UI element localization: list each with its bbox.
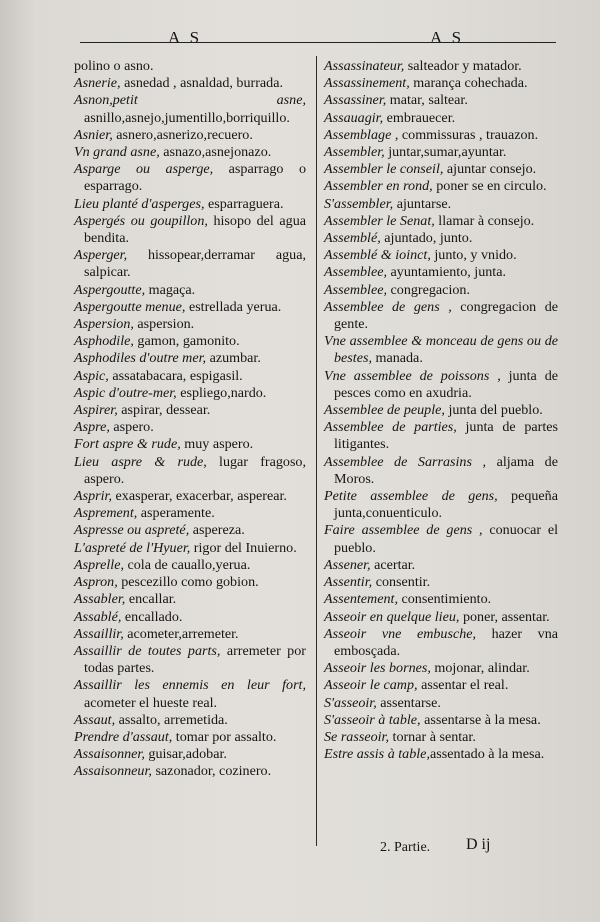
entry-headword: Aspirer, [74, 402, 118, 419]
entry-headword: Asnon,petit asne, [74, 92, 306, 109]
dictionary-entry [324, 695, 558, 712]
entry-definition: magaça. [145, 281, 196, 298]
entry-headword: S'asseoir, [324, 694, 377, 711]
dictionary-entry [74, 247, 306, 281]
dictionary-entry [74, 58, 306, 75]
entry-definition: junta de pesces como en axudria. [334, 367, 558, 401]
entry-definition: asnedad , asnaldad, burrada. [120, 75, 283, 92]
dictionary-entry [324, 58, 558, 75]
entry-definition: estrellada yerua. [185, 298, 282, 315]
entry-headword: Aspersion, [74, 316, 134, 333]
entry-headword: Asprir, [74, 488, 112, 505]
entry-headword: Assaillir les ennemis en leur fort, [74, 677, 306, 694]
dictionary-entry [74, 161, 306, 195]
dictionary-entry [74, 557, 306, 574]
entry-definition: mojonar, alindar. [430, 660, 530, 677]
entry-definition: sazonador, cozinero. [151, 763, 272, 780]
entry-definition: ayuntamiento, junta. [387, 264, 507, 281]
entry-definition: acometer,arremeter. [123, 625, 239, 642]
entry-definition: hazer vna embosçada. [334, 625, 559, 659]
entry-definition: azumbar. [206, 350, 261, 367]
entry-definition: hissopear,derramar agua, salpicar. [84, 247, 306, 281]
entry-definition: assalto, arremetida. [115, 711, 228, 728]
entry-headword: Asphodiles d'outre mer, [74, 350, 207, 367]
entry-headword: Vne assemblee & monceau de gens ou de bestes, [324, 333, 558, 367]
dictionary-entry [324, 402, 558, 419]
entry-definition: congregacion de gente. [334, 298, 559, 333]
entry-headword: Vn grand asne, [74, 144, 160, 161]
dictionary-entry [324, 591, 558, 608]
dictionary-entry [324, 712, 558, 729]
dictionary-entry [74, 350, 306, 367]
entry-headword: Faire assemblee de gens , [324, 522, 483, 539]
entry-headword: Assauagir, [324, 109, 384, 126]
entry-definition: pescezillo como gobion. [117, 574, 259, 591]
dictionary-entry [74, 488, 306, 505]
dictionary-entry [74, 454, 306, 488]
dictionary-entry [324, 454, 558, 488]
entry-definition: acertar. [370, 556, 416, 573]
entry-definition: ajuntar consejo. [443, 161, 537, 178]
entry-definition: junto, y vnido. [430, 247, 517, 264]
entry-headword: Assemblee de gens , [324, 298, 452, 315]
dictionary-entry [74, 574, 306, 591]
entry-definition: marança cohechada. [409, 75, 528, 92]
header-rule [80, 42, 556, 43]
entry-headword: Assaisonner, [74, 746, 145, 763]
signature-mark: 2. Partie. [380, 840, 431, 855]
dictionary-entry [324, 677, 558, 694]
entry-headword: Petite assemblee de gens, [324, 488, 498, 505]
dictionary-entry [324, 110, 558, 127]
dictionary-entry [324, 488, 558, 522]
dictionary-entry [324, 230, 558, 247]
dictionary-entry [74, 643, 306, 677]
entry-headword: Assabler, [74, 591, 126, 608]
dictionary-entry [74, 677, 306, 711]
entry-headword: Assassiner, [324, 92, 387, 109]
entry-headword: Assaisonneur, [74, 763, 152, 780]
left-column [74, 58, 306, 781]
entry-definition: poner se en circulo. [432, 178, 547, 195]
entry-headword: Asseoir en quelque lieu, [324, 608, 460, 625]
entry-headword: Aspic, [74, 367, 109, 384]
entry-definition: aspersion. [133, 316, 195, 333]
dictionary-entry [74, 763, 306, 780]
entry-definition: assentarse à la mesa. [420, 711, 541, 728]
dictionary-entry [74, 282, 306, 299]
entry-headword: Asperger, [74, 247, 128, 264]
entry-definition: poner, assentar. [459, 608, 550, 625]
right-column [324, 58, 558, 763]
entry-definition: assentarse. [376, 694, 441, 711]
entry-headword: Assemblee, [324, 281, 388, 298]
dictionary-entry [324, 746, 558, 763]
entry-headword: Aspergoutte menue, [74, 298, 186, 315]
entry-headword: Aspron, [74, 574, 118, 591]
entry-headword: Asprelle, [74, 556, 124, 573]
entry-definition: asnazo,asnejonazo. [159, 144, 272, 161]
page-number: D ij [466, 836, 491, 853]
dictionary-entry [74, 436, 306, 453]
entry-definition: junta de partes litigantes. [334, 419, 558, 453]
entry-headword: Assassinement, [324, 75, 410, 92]
entry-headword: Assembler en rond, [324, 178, 433, 195]
entry-headword: Assablé, [74, 608, 122, 625]
entry-headword: Asseoir le camp, [324, 677, 418, 694]
entry-headword: Fort aspre & rude, [74, 436, 181, 453]
dictionary-entry [74, 419, 306, 436]
entry-definition: rigor del Inuierno. [190, 539, 297, 556]
entry-definition: assentar el real. [417, 677, 509, 694]
dictionary-entry [74, 402, 306, 419]
entry-definition: embrauecer. [383, 109, 456, 126]
entry-definition: salteador y matador. [404, 58, 522, 74]
entry-definition: asnero,asnerizo,recuero. [112, 126, 253, 143]
entry-headword: Aspic d'outre-mer, [74, 384, 177, 401]
dictionary-entry [324, 264, 558, 281]
dictionary-entry [74, 712, 306, 729]
dictionary-entry [324, 161, 558, 178]
entry-definition: assatabacara, espigasil. [108, 367, 243, 384]
entry-headword: Asparge ou asperge, [74, 161, 214, 178]
entry-definition: llamar à consejo. [434, 212, 535, 229]
dictionary-entry [74, 505, 306, 522]
entry-definition: matar, saltear. [386, 92, 468, 109]
dictionary-entry [324, 196, 558, 213]
entry-headword: Assemblee de parties, [324, 419, 457, 436]
entry-definition: asparrago o esparrago. [84, 161, 306, 195]
entry-headword: Estre assis à table, [324, 746, 430, 763]
entry-headword: Assemblee, [324, 264, 388, 281]
dictionary-entry [324, 299, 558, 333]
entry-headword: Assemblé & ioinct, [324, 247, 431, 264]
dictionary-entry [324, 729, 558, 746]
entry-headword: Asphodile, [74, 333, 134, 350]
entry-definition: pequeña junta,conuenticulo. [334, 488, 558, 522]
entry-headword: Aspresse ou aspreté, [74, 522, 190, 539]
dictionary-entry [324, 522, 558, 556]
entry-definition: consentimiento. [397, 591, 492, 608]
entry-definition: junta del pueblo. [444, 402, 543, 419]
entry-headword: Se rasseoir, [324, 728, 389, 745]
dictionary-entry [74, 385, 306, 402]
entry-definition: cola de cauallo,yerua. [123, 556, 251, 573]
dictionary-entry [324, 144, 558, 161]
entry-headword: Prendre d'assaut, [74, 728, 173, 745]
dictionary-entry [324, 92, 558, 109]
entry-headword: Aspergés ou goupillon, [74, 212, 208, 229]
entry-definition: guisar,adobar. [144, 746, 227, 763]
dictionary-entry [324, 574, 558, 591]
entry-headword: Assaut, [74, 711, 116, 728]
entry-headword: Assemblee de Sarrasins , [324, 453, 487, 470]
entry-headword: Assemblage , [324, 126, 399, 143]
dictionary-entry [74, 196, 306, 213]
column-divider [316, 56, 317, 846]
entry-definition: aljama de Moros. [334, 453, 558, 487]
entry-definition: consentir. [372, 574, 431, 591]
entry-headword: Assaillir, [74, 625, 124, 642]
dictionary-entry [324, 178, 558, 195]
entry-headword: Assemblé, [324, 230, 381, 247]
entry-definition: juntar,sumar,ayuntar. [384, 144, 507, 161]
dictionary-entry [324, 626, 558, 660]
dictionary-entry [324, 333, 558, 367]
dictionary-entry [74, 729, 306, 746]
running-head-right: A S [430, 28, 465, 47]
entry-headword: Assaillir de toutes parts, [74, 642, 221, 659]
entry-headword: Aspergoutte, [74, 281, 146, 298]
entry-definition: congregacion. [387, 281, 470, 298]
entry-headword: S'asseoir à table, [324, 711, 421, 728]
dictionary-entry [74, 368, 306, 385]
entry-definition: ajuntado, junto. [380, 230, 473, 247]
entry-definition: acometer el hueste real. [84, 694, 218, 711]
entry-definition: espliego,nardo. [176, 384, 267, 401]
entry-headword: Asnerie, [74, 75, 121, 92]
dictionary-entry [324, 282, 558, 299]
dictionary-entry [74, 333, 306, 350]
dictionary-entry [324, 368, 558, 402]
entry-definition: tornar à sentar. [389, 728, 476, 745]
dictionary-entry [74, 213, 306, 247]
entry-headword: Assembler, [324, 144, 385, 161]
dictionary-entry [74, 540, 306, 557]
entry-definition: conuocar el pueblo. [334, 522, 558, 556]
entry-headword: Assener, [324, 556, 371, 573]
entry-definition: tomar por assalto. [172, 728, 277, 745]
dictionary-entry [74, 609, 306, 626]
dictionary-entry [324, 419, 558, 453]
entry-definition: aspirar, dessear. [117, 402, 211, 419]
entry-headword: Assentement, [324, 591, 398, 608]
entry-definition: arremeter por todas partes. [84, 642, 306, 677]
entry-definition: encallar. [125, 591, 177, 608]
dictionary-entry [74, 522, 306, 539]
entry-headword: Assemblee de peuple, [324, 402, 445, 419]
entry-headword: Asseoir les bornes, [324, 660, 431, 677]
entry-definition: manada. [371, 350, 423, 367]
dictionary-entry [74, 75, 306, 92]
entry-headword: S'assembler, [324, 195, 394, 212]
running-head-left: A S [168, 28, 203, 47]
entry-definition: lugar fragoso, aspero. [84, 453, 307, 487]
entry-definition: commissuras , trauazon. [398, 126, 539, 143]
entry-definition: asnillo,asnejo,jumentillo,borriquillo. [84, 109, 290, 126]
entry-definition: polino o asno. [74, 58, 154, 74]
entry-definition: gamon, gamonito. [133, 333, 240, 350]
entry-headword: Lieu aspre & rude, [74, 453, 207, 470]
dictionary-entry [74, 591, 306, 608]
entry-definition: asperamente. [137, 505, 215, 522]
entry-headword: Assembler le conseil, [324, 161, 444, 178]
entry-headword: Assassinateur, [324, 58, 405, 74]
dictionary-entry [324, 247, 558, 264]
dictionary-entry [324, 127, 558, 144]
entry-definition: exasperar, exacerbar, asperear. [112, 488, 287, 505]
entry-headword: Asseoir vne embusche, [324, 625, 477, 642]
entry-headword: L'aspreté de l'Hyuer, [74, 539, 191, 556]
dictionary-entry [74, 299, 306, 316]
dictionary-entry [324, 557, 558, 574]
entry-definition: muy aspero. [180, 436, 254, 453]
entry-headword: Assentir, [324, 574, 373, 591]
dictionary-entry [324, 609, 558, 626]
dictionary-entry [74, 144, 306, 161]
dictionary-entry [324, 213, 558, 230]
entry-definition: assentado à la mesa. [429, 746, 545, 763]
entry-headword: Vne assemblee de poissons , [324, 367, 501, 384]
entry-headword: Aspre, [74, 419, 110, 436]
entry-definition: esparraguera. [204, 195, 284, 212]
dictionary-entry [324, 660, 558, 677]
entry-definition: hisopo del agua bendita. [84, 212, 306, 247]
entry-definition: aspereza. [189, 522, 245, 539]
dictionary-entry [74, 626, 306, 643]
dictionary-entry [74, 746, 306, 763]
entry-definition: encallado. [121, 608, 183, 625]
entry-headword: Lieu planté d'asperges, [74, 195, 205, 212]
entry-definition: ajuntarse. [393, 195, 452, 212]
dictionary-entry [74, 316, 306, 333]
entry-definition: aspero. [109, 419, 154, 436]
entry-headword: Asprement, [74, 505, 138, 522]
dictionary-entry [74, 127, 306, 144]
dictionary-entry [324, 75, 558, 92]
dictionary-entry [74, 92, 306, 126]
entry-headword: Asnier, [74, 126, 113, 143]
entry-headword: Assembler le Senat, [324, 212, 435, 229]
